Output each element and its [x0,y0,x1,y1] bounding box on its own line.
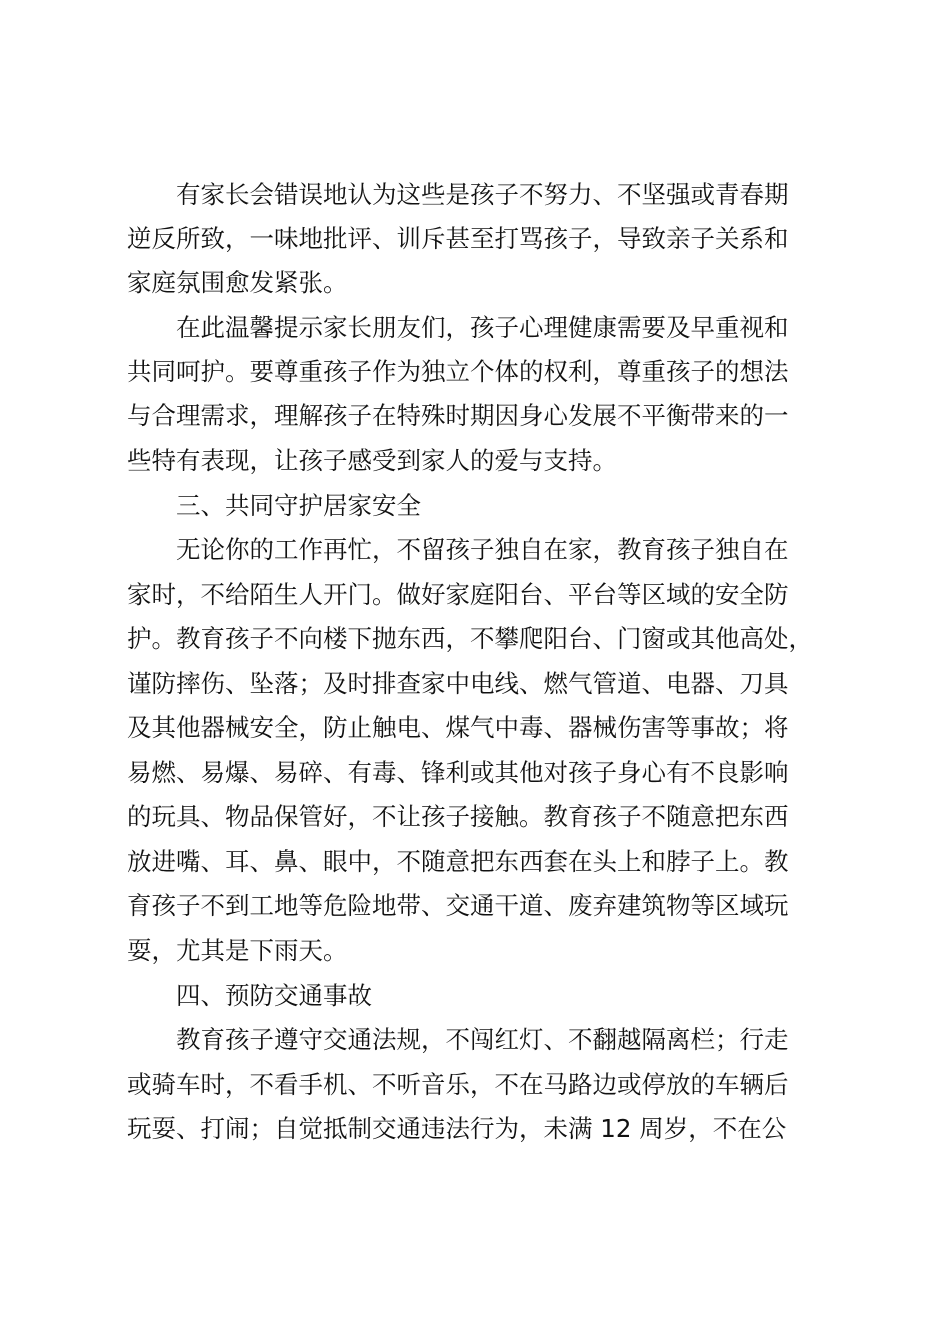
section-heading-3: 三、共同守护居家安全 [176,491,421,520]
paragraph-3-line-10: 耍，尤其是下雨天。 [127,936,348,965]
paragraph-2-line-2: 共同呵护。要尊重孩子作为独立个体的权利，尊重孩子的想法 [127,357,789,386]
section-heading-4: 四、预防交通事故 [176,981,372,1010]
paragraph-1-line-2: 逆反所致，一味地批评、训斥甚至打骂孩子，导致亲子关系和 [127,224,789,253]
paragraph-3-line-1: 无论你的工作再忙，不留孩子独自在家，教育孩子独自在 [176,535,789,564]
paragraph-3-line-9: 育孩子不到工地等危险地带、交通干道、废弃建筑物等区域玩 [127,891,789,920]
paragraph-3-line-3: 护。教育孩子不向楼下抛东西，不攀爬阳台、门窗或其他高处， [127,624,813,653]
paragraph-4-line-1: 教育孩子遵守交通法规，不闯红灯、不翻越隔离栏；行走 [176,1025,789,1054]
paragraph-2-line-3: 与合理需求，理解孩子在特殊时期因身心发展不平衡带来的一 [127,401,789,430]
paragraph-3-line-5: 及其他器械安全，防止触电、煤气中毒、器械伤害等事故；将 [127,713,789,742]
paragraph-3-line-7: 的玩具、物品保管好，不让孩子接触。教育孩子不随意把东西 [127,802,789,831]
paragraph-2-line-1: 在此温馨提示家长朋友们，孩子心理健康需要及早重视和 [176,313,789,342]
paragraph-3-line-2: 家时，不给陌生人开门。做好家庭阳台、平台等区域的安全防 [127,580,789,609]
paragraph-1-line-3: 家庭氛围愈发紧张。 [127,268,348,297]
paragraph-4-line-2: 或骑车时，不看手机、不听音乐，不在马路边或停放的车辆后 [127,1070,789,1099]
paragraph-1-line-1: 有家长会错误地认为这些是孩子不努力、不坚强或青春期 [176,180,789,209]
paragraph-3-line-6: 易燃、易爆、易碎、有毒、锋利或其他对孩子身心有不良影响 [127,758,789,787]
paragraph-4-line-3: 玩耍、打闹；自觉抵制交通违法行为，未满 12 周岁，不在公 [127,1114,787,1143]
paragraph-3-line-4: 谨防摔伤、坠落；及时排查家中电线、燃气管道、电器、刀具 [127,669,789,698]
paragraph-3-line-8: 放进嘴、耳、鼻、眼中，不随意把东西套在头上和脖子上。教 [127,847,789,876]
paragraph-2-line-4: 些特有表现，让孩子感受到家人的爱与支持。 [127,446,617,475]
